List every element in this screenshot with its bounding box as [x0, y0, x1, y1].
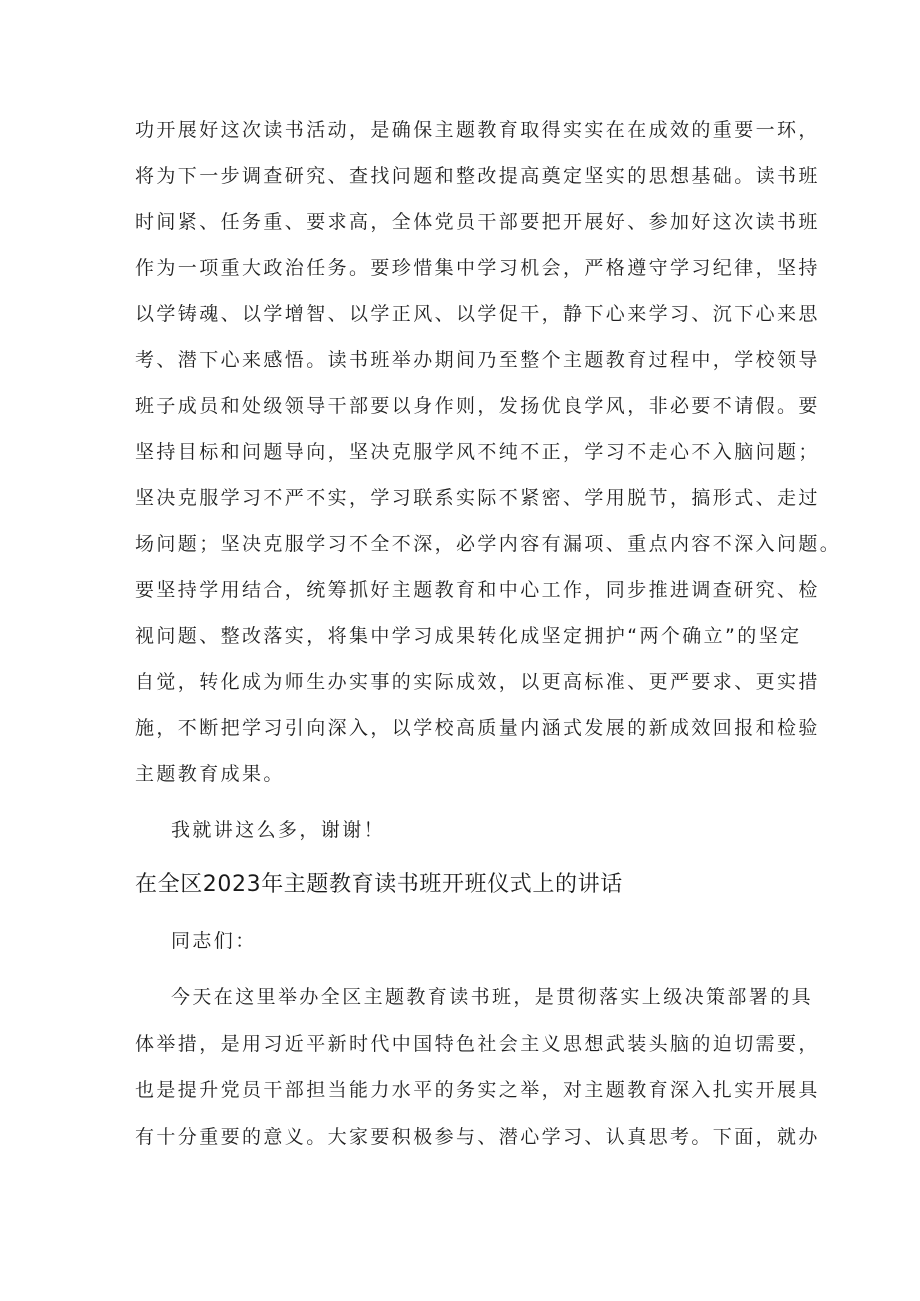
text-line: 场问题；坚决克服学习不全不深，必学内容有漏项、重点内容不深入问题。 [135, 533, 842, 555]
text-line: 班子成员和处级领导干部要以身作则，发扬优良学风，非必要不请假。要 [135, 395, 820, 417]
text-line: 今天在这里举办全区主题教育读书班，是贯彻落实上级决策部署的具 [171, 986, 814, 1008]
closing-remark: 我就讲这么多，谢谢！ [171, 819, 386, 841]
salutation: 同志们： [171, 930, 257, 952]
text-line: 要坚持学用结合，统筹抓好主题教育和中心工作，同步推进调查研究、检 [135, 579, 820, 601]
text-line: 作为一项重大政治任务。要珍惜集中学习机会，严格遵守学习纪律，坚持 [135, 257, 820, 279]
text-line: 坚持目标和问题导向，坚决克服学风不纯不正，学习不走心不入脑问题； [135, 441, 820, 463]
text-line: 施，不断把学习引向深入，以学校高质量内涵式发展的新成效回报和检验 [135, 717, 820, 739]
text-line: 时间紧、任务重、要求高，全体党员干部要把开展好、参加好这次读书班 [135, 211, 820, 233]
text-line: 也是提升党员干部担当能力水平的务实之举，对主题教育深入扎实开展具 [135, 1079, 820, 1101]
text-line: 以学铸魂、以学增智、以学正风、以学促干，静下心来学习、沉下心来思 [135, 303, 820, 325]
speech-title: 在全区2023年主题教育读书班开班仪式上的讲话 [135, 872, 623, 897]
text-line: 自觉，转化成为师生办实事的实际成效，以更高标准、更严要求、更实措 [135, 671, 820, 693]
text-line: 功开展好这次读书活动，是确保主题教育取得实实在在成效的重要一环， [135, 119, 820, 141]
text-line: 坚决克服学习不严不实，学习联系实际不紧密、学用脱节，搞形式、走过 [135, 487, 820, 509]
text-line: 主题教育成果。 [135, 763, 285, 785]
text-line: 考、潜下心来感悟。读书班举办期间乃至整个主题教育过程中，学校领导 [135, 349, 820, 371]
text-line: 体举措，是用习近平新时代中国特色社会主义思想武装头脑的迫切需要， [135, 1033, 820, 1055]
text-line: 视问题、整改落实，将集中学习成果转化成坚定拥护“两个确立”的坚定 [135, 625, 802, 647]
text-line: 有十分重要的意义。大家要积极参与、潜心学习、认真思考。下面，就办 [135, 1126, 820, 1148]
text-line: 将为下一步调查研究、查找问题和整改提高奠定坚实的思想基础。读书班 [135, 165, 820, 187]
